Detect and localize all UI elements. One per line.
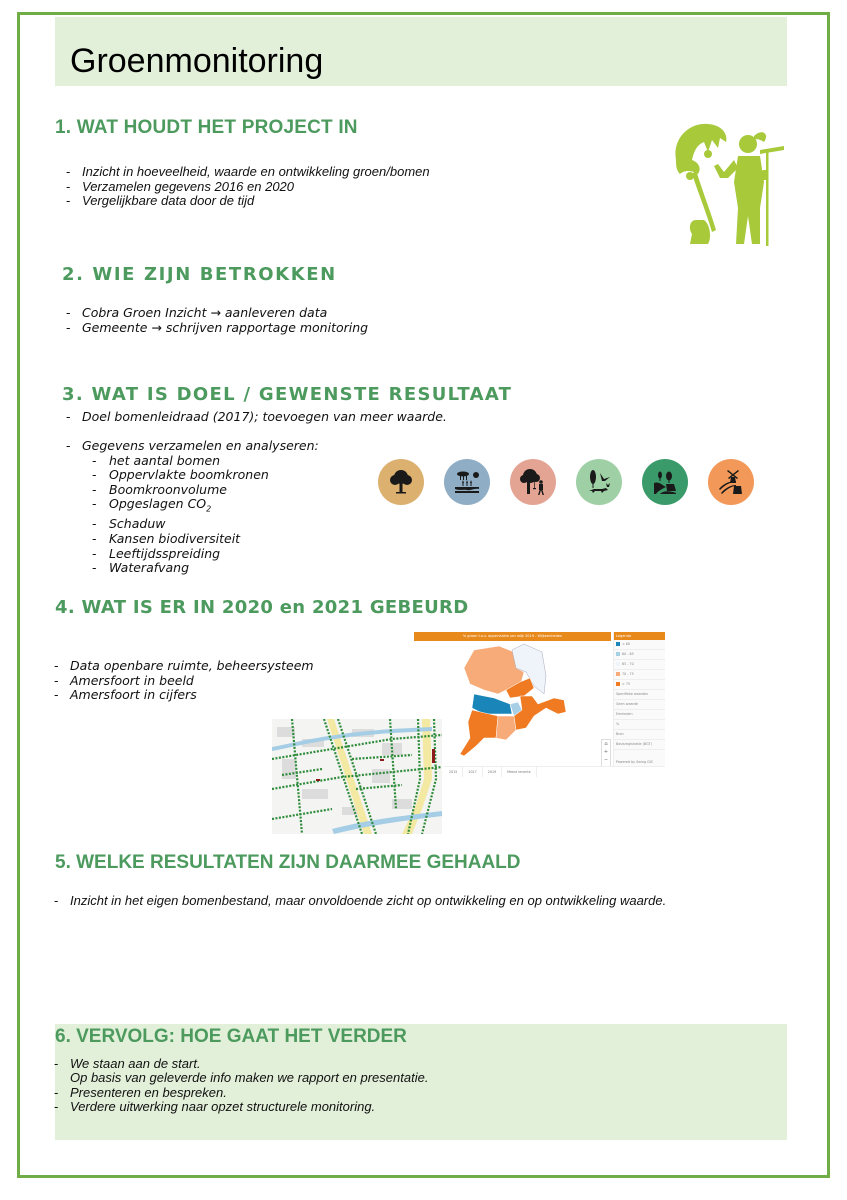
- year-tab[interactable]: Meest recente: [502, 767, 537, 777]
- panel-row: %: [614, 720, 665, 730]
- panel-row[interactable]: Basisregistratie (BGT): [614, 740, 665, 750]
- legend-item: < 60: [614, 640, 665, 650]
- list-item: - Doel bomenleidraad (2017); toevoegen van meer waarde.: [62, 410, 447, 425]
- list-item: - Amersfoort in beeld: [50, 674, 314, 689]
- data-sublist: [82, 454, 319, 576]
- district-area: [514, 696, 566, 730]
- list-item: - We staan aan de start.: [50, 1057, 428, 1071]
- panel-row: Eenheden: [614, 710, 665, 720]
- sub-item: [82, 497, 319, 517]
- list-item: - Amersfoort in cijfers: [50, 688, 314, 703]
- list-item-continuation: Op basis van geleverde info maken we rapport en presentatie.: [70, 1070, 429, 1086]
- section-6-heading: 6. VERVOLG: HOE GAAT HET VERDER: [55, 1026, 407, 1047]
- climate-water-icon: [444, 459, 490, 505]
- section-5-heading: 5. WELKE RESULTATEN ZIJN DAARMEE GEHAALD: [55, 852, 521, 873]
- street-tree-map: [272, 719, 442, 834]
- legend-item: 60 - 65: [614, 650, 665, 660]
- section-1-heading: 1. WAT HOUDT HET PROJECT IN: [55, 117, 358, 138]
- list-item: - Verdere uitwerking naar opzet structurele monitoring.: [50, 1100, 428, 1114]
- map-credit: Powered by Swing GIS: [616, 760, 653, 764]
- section-4-heading: 4. WAT IS ER IN 2020 en 2021 GEBEURD: [55, 597, 469, 618]
- list-item: [62, 439, 319, 576]
- section-1-list: [62, 165, 430, 209]
- section-2-list: [62, 306, 368, 335]
- biodiversity-icon: [576, 459, 622, 505]
- panel-row[interactable]: Geen waarde: [614, 700, 665, 710]
- district-area: [496, 716, 516, 740]
- sub-item: - Boomkroonvolume: [82, 483, 319, 498]
- legend-item: > 75: [614, 680, 665, 690]
- list-item: - Inzicht in het eigen bomenbestand, maar onvoldoende zicht op ontwikkeling en op ontwikkeling waarde.: [50, 894, 666, 909]
- landscape-icon: [642, 459, 688, 505]
- year-tab[interactable]: 2015: [444, 767, 463, 777]
- year-tab[interactable]: 2017: [463, 767, 482, 777]
- year-tabs: [444, 766, 664, 777]
- section-2-heading: 2. WIE ZIJN BETROKKEN: [62, 264, 337, 285]
- tree-swing-icon: [510, 459, 556, 505]
- windmill-field-icon: [708, 459, 754, 505]
- sub-item: - Leeftijdsspreiding: [82, 547, 319, 562]
- section-3-goal: [62, 410, 447, 425]
- map-legend-panel: [613, 632, 665, 767]
- tree-icon: [378, 459, 424, 505]
- list-item: - Cobra Groen Inzicht → aanleveren data: [62, 306, 368, 321]
- tree-map-screenshot: [272, 719, 442, 834]
- list-item-text: Gegevens verzamelen en analyseren:: [82, 438, 319, 453]
- co2-label: Opgeslagen CO: [109, 496, 207, 512]
- year-tab[interactable]: 2019: [483, 767, 502, 777]
- choropleth-map-screenshot: [414, 632, 664, 777]
- list-item: - Vergelijkbare data door de tijd: [62, 194, 430, 209]
- list-item: - Gemeente → schrijven rapportage monitoring: [62, 321, 368, 336]
- sub-item: - het aantal bomen: [82, 454, 319, 469]
- sub-item: - Schaduw: [82, 517, 319, 532]
- list-item: - Presenteren en bespreken.: [50, 1086, 428, 1100]
- section-5-list: [50, 894, 666, 909]
- list-item: - Inzicht in hoeveelheid, waarde en ontwikkeling groen/bomen: [62, 165, 430, 180]
- section-6-list: [50, 1057, 428, 1114]
- district-area: [460, 710, 498, 756]
- legend-title: Legenda: [614, 632, 665, 640]
- panel-row: Specifieke waarden: [614, 690, 665, 700]
- page-title: Groenmonitoring: [70, 42, 324, 80]
- panel-row: Bron: [614, 730, 665, 740]
- sub-item: - Kansen biodiversiteit: [82, 532, 319, 547]
- legend-item: 70 - 75: [614, 670, 665, 680]
- district-area: [472, 694, 512, 714]
- district-map: [454, 642, 604, 762]
- section-4-list: [50, 659, 314, 703]
- map-title-bar: % groen t.o.v. oppervlakte per wijk 2019 - Wijkeenheden: [414, 632, 611, 641]
- co2-subscript: 2: [206, 504, 212, 514]
- section-3-heading: 3. WAT IS DOEL / GEWENSTE RESULTAAT: [62, 384, 513, 405]
- gardener-mascot-icon: [668, 120, 786, 248]
- map-zoom-controls[interactable]: ⌂ + −: [601, 739, 611, 767]
- section-3-data-list: [62, 439, 319, 576]
- sub-item: - Waterafvang: [82, 561, 319, 576]
- list-item: - Verzamelen gegevens 2016 en 2020: [62, 180, 430, 195]
- legend-item: 65 - 70: [614, 660, 665, 670]
- sub-item: - Oppervlakte boomkronen: [82, 468, 319, 483]
- ecosystem-icons-row: [378, 459, 754, 505]
- list-item: - Data openbare ruimte, beheersysteem: [50, 659, 314, 674]
